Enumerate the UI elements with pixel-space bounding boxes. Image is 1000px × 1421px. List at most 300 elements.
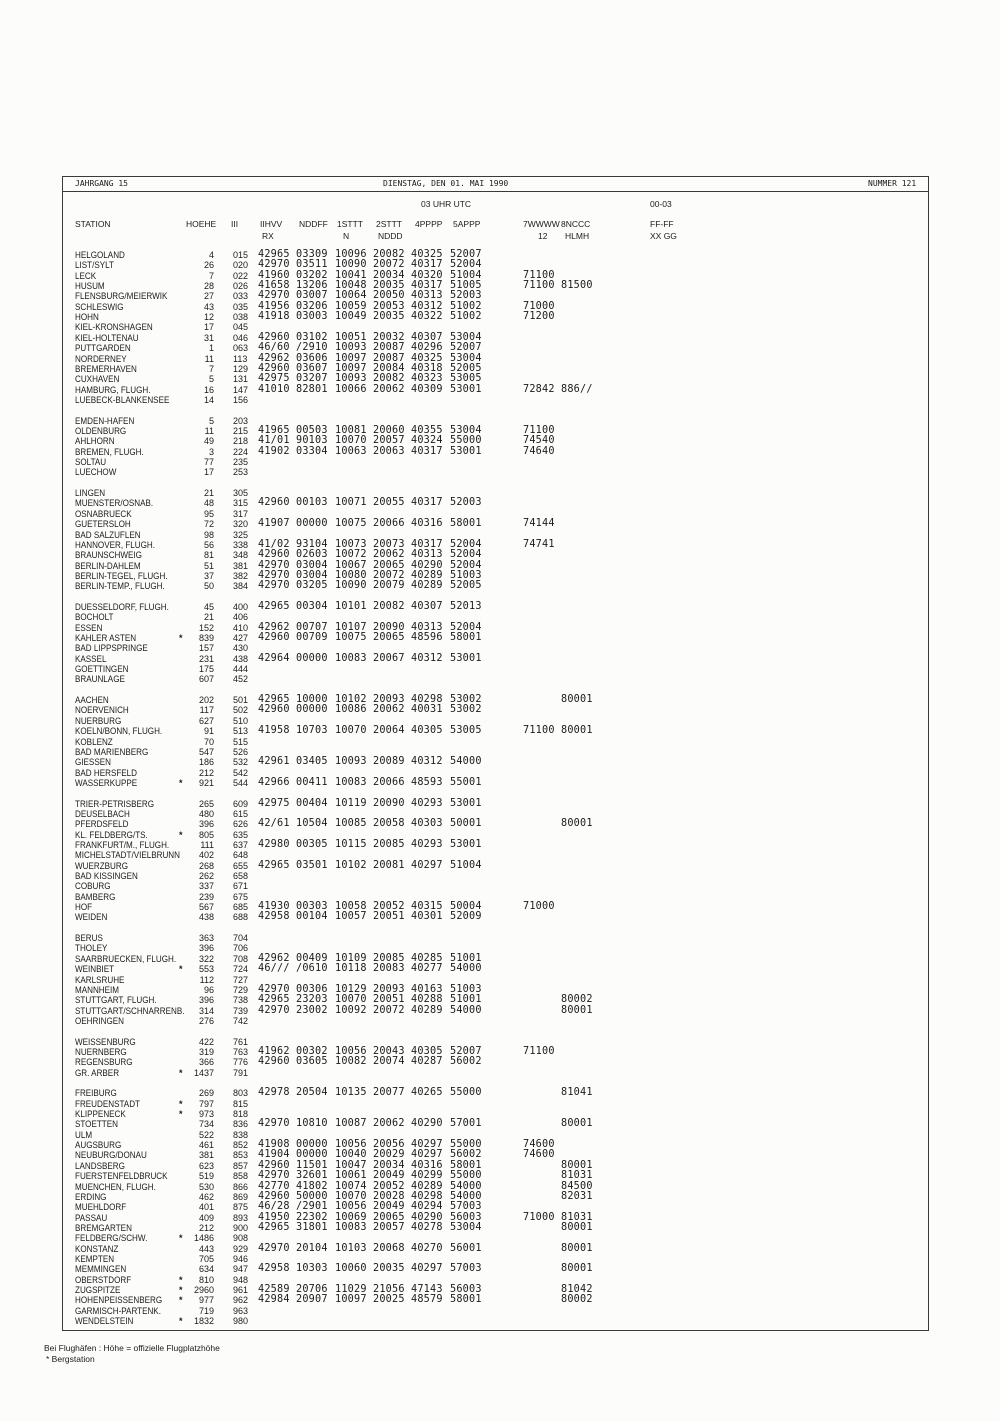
- station-row: [0, 426, 1000, 436]
- synop-group: 42975: [258, 797, 290, 809]
- station-row: [0, 850, 1000, 860]
- synop-group: 10000: [296, 694, 328, 705]
- synop-group: 20068: [373, 1242, 405, 1254]
- synop-group: 53004: [450, 424, 482, 436]
- station-height: 607: [198, 674, 214, 685]
- synop-group: 20050: [373, 290, 405, 302]
- station-id: 948: [233, 1274, 249, 1285]
- synop-group: 03102: [296, 331, 328, 343]
- synop-group: 40289: [411, 1180, 443, 1192]
- synop-group: 00103: [296, 497, 328, 509]
- station-id: 235: [233, 457, 249, 467]
- station-id: 063: [233, 343, 249, 354]
- synop-group: 20043: [373, 1045, 405, 1057]
- synop-group: 42958: [258, 911, 290, 923]
- station-name: PUTTGARDEN: [75, 343, 131, 354]
- synop-group: 40313: [411, 621, 443, 633]
- station-name: TRIER-PETRISBERG: [75, 798, 155, 809]
- station-name: ERDING: [75, 1191, 107, 1202]
- synop-group: 55001: [450, 776, 482, 788]
- station-id: 893: [233, 1212, 249, 1223]
- station-height: 14: [203, 394, 214, 405]
- synop-group: 41958: [258, 725, 290, 737]
- synop-group-8: 81041: [561, 1087, 593, 1099]
- synop-group: 20074: [373, 1056, 405, 1068]
- station-height: 363: [198, 933, 214, 944]
- station-name: DUESSELDORF, FLUGH.: [75, 601, 169, 612]
- station-height: 269: [198, 1088, 214, 1099]
- synop-group: 20062: [373, 1118, 405, 1130]
- station-row: [0, 571, 1000, 581]
- station-name: WENDELSTEIN: [75, 1316, 134, 1326]
- station-name: BAD KISSINGEN: [75, 871, 138, 881]
- synop-group: 53001: [450, 383, 482, 395]
- synop-group: 55000: [450, 435, 482, 447]
- synop-group: 53001: [450, 838, 482, 850]
- station-height: 1832: [193, 1316, 214, 1326]
- station-row: [0, 1171, 1000, 1181]
- synop-group: 50000: [296, 1190, 328, 1202]
- station-name: GARMISCH-PARTENK.: [75, 1305, 161, 1316]
- synop-group: 40323: [411, 373, 443, 385]
- station-id: 224: [233, 446, 249, 457]
- station-id: 685: [233, 902, 249, 912]
- synop-group: 20066: [373, 518, 405, 530]
- station-name: OSNABRUECK: [75, 508, 132, 519]
- synop-group-7: 74540: [523, 435, 555, 447]
- synop-group-7: 74640: [523, 445, 555, 457]
- station-name: NOERVENICH: [75, 705, 129, 716]
- station-height: 17: [203, 467, 214, 478]
- station-row: [0, 416, 1000, 426]
- station-id: 035: [233, 301, 249, 312]
- synop-group: 41930: [258, 901, 290, 912]
- station-name: BAD LIPPSPRINGE: [75, 643, 148, 654]
- station-name: DEUSELBACH: [75, 808, 130, 819]
- synop-group-8: 80001: [561, 1159, 593, 1171]
- station-row: [0, 312, 1000, 322]
- station-row: [0, 809, 1000, 819]
- synop-group: 10060: [335, 1263, 367, 1275]
- synop-group: 42980: [258, 838, 290, 850]
- synop-group: 42960: [258, 1190, 290, 1202]
- synop-group: 41010: [258, 383, 290, 395]
- synop-group: 10075: [335, 518, 367, 530]
- synop-group-8: 80001: [561, 694, 593, 705]
- synop-group: 40265: [411, 1087, 443, 1099]
- synop-group: 57003: [450, 1201, 482, 1213]
- station-row: [0, 1182, 1000, 1192]
- synop-group: 10097: [335, 352, 367, 364]
- station-id: 147: [233, 384, 249, 395]
- station-row: [0, 726, 1000, 736]
- station-row: [0, 1119, 1000, 1129]
- synop-group: 40270: [411, 1242, 443, 1254]
- station-id: 033: [233, 291, 249, 302]
- synop-group: 10103: [335, 1242, 367, 1254]
- synop-group: 10093: [335, 342, 367, 354]
- station-name: NUERNBERG: [75, 1046, 127, 1057]
- station-height: 461: [198, 1140, 214, 1151]
- station-row: [0, 747, 1000, 757]
- station-row: [0, 281, 1000, 291]
- synop-group: 42960: [258, 704, 290, 716]
- column-ff: FF-FF: [650, 219, 674, 229]
- station-height: 5: [208, 415, 214, 426]
- synop-group: 03606: [296, 352, 328, 364]
- footnote-mountain: * Bergstation: [46, 1354, 95, 1364]
- bergstation-marker: *: [179, 1285, 183, 1295]
- synop-group: 54000: [450, 756, 482, 768]
- synop-group: 51004: [450, 269, 482, 281]
- synop-group: 20060: [373, 424, 405, 436]
- synop-group: 10059: [335, 300, 367, 312]
- synop-group: 40316: [411, 518, 443, 530]
- station-height: 37: [203, 570, 214, 581]
- synop-group: 42960: [258, 632, 290, 643]
- synop-group: 20706: [296, 1284, 328, 1295]
- station-height: 480: [198, 808, 214, 819]
- synop-group: 23002: [296, 1004, 328, 1016]
- synop-group: 20079: [373, 580, 405, 592]
- synop-group: 11029: [335, 1284, 367, 1295]
- synop-group: 40313: [411, 549, 443, 561]
- station-height: 21: [203, 612, 214, 623]
- station-height: 77: [203, 457, 214, 467]
- station-id: 946: [233, 1253, 249, 1264]
- synop-group: 41965: [258, 424, 290, 436]
- station-row: [0, 322, 1000, 332]
- station-id: 348: [233, 550, 249, 561]
- synop-group: 00707: [296, 621, 328, 633]
- synop-group: 57001: [450, 1118, 482, 1130]
- synop-group: 52007: [450, 249, 482, 260]
- synop-group: 20073: [373, 538, 405, 550]
- station-name: HOHENPEISSENBERG: [75, 1295, 163, 1306]
- synop-group-8: 81500: [561, 280, 593, 292]
- synop-group: 53001: [450, 445, 482, 457]
- station-name: KL. FELDBERG/TS.: [75, 829, 148, 840]
- synop-group: 40305: [411, 1045, 443, 1057]
- station-name: MUENCHEN, FLUGH.: [75, 1181, 156, 1192]
- station-id: 410: [233, 622, 249, 633]
- synop-group: 51003: [450, 983, 482, 995]
- station-name: AUGSBURG: [75, 1140, 122, 1151]
- station-height: 2960: [193, 1285, 214, 1295]
- station-height: 95: [203, 508, 214, 519]
- synop-group: 10115: [335, 838, 367, 850]
- station-height: 11: [204, 353, 214, 364]
- station-name: BRAUNLAGE: [75, 674, 125, 685]
- synop-group: 10070: [335, 435, 367, 447]
- station-height: 98: [203, 529, 214, 540]
- station-id: 869: [233, 1191, 249, 1202]
- synop-group: 50004: [450, 901, 482, 912]
- station-name: LIST/SYLT: [75, 260, 114, 271]
- station-id: 452: [233, 674, 249, 685]
- station-row: [0, 757, 1000, 767]
- station-id: 045: [233, 322, 249, 333]
- station-id: 858: [233, 1171, 249, 1182]
- synop-group: 40289: [411, 569, 443, 581]
- synop-group: 40299: [411, 1170, 443, 1182]
- synop-group: 10063: [335, 445, 367, 457]
- synop-group: 41950: [258, 1211, 290, 1223]
- synop-group: 40031: [411, 704, 443, 716]
- synop-group: 20035: [373, 311, 405, 323]
- synop-group: 10048: [335, 280, 367, 292]
- station-id: 609: [233, 798, 249, 809]
- station-name: HAMBURG, FLUGH.: [75, 384, 151, 395]
- station-id: 671: [233, 881, 249, 892]
- station-row: [0, 633, 1000, 643]
- synop-group: 10097: [335, 1294, 367, 1306]
- station-height: 81: [203, 550, 214, 561]
- station-height: 117: [199, 705, 214, 716]
- synop-group: 42970: [258, 559, 290, 571]
- synop-group: 20052: [373, 901, 405, 912]
- issue-date: DIENSTAG, DEN 01. MAI 1990: [383, 179, 509, 188]
- synop-group: 40301: [411, 911, 443, 923]
- synop-group: 03501: [296, 859, 328, 871]
- station-name: OLDENBURG: [75, 425, 127, 436]
- synop-group: 10107: [335, 621, 367, 633]
- synop-group: 41/02: [258, 538, 290, 550]
- synop-group: 41918: [258, 311, 290, 323]
- station-height: 396: [198, 995, 214, 1006]
- station-id: 763: [233, 1046, 249, 1057]
- synop-group-7: 74741: [523, 538, 555, 550]
- station-row: [0, 1130, 1000, 1140]
- synop-group: 51001: [450, 952, 482, 964]
- station-id: 317: [233, 508, 249, 519]
- station-height: 634: [198, 1264, 214, 1275]
- station-row: [0, 250, 1000, 260]
- station-row: [0, 447, 1000, 457]
- station-name: BREMGARTEN: [75, 1222, 132, 1233]
- station-id: 852: [233, 1140, 249, 1151]
- station-id: 020: [233, 260, 249, 271]
- synop-group: 10073: [335, 538, 367, 550]
- synop-group: 40315: [411, 901, 443, 912]
- station-id: 635: [233, 829, 249, 840]
- synop-group: 55000: [450, 1087, 482, 1099]
- synop-group: 20049: [373, 1201, 405, 1213]
- station-height: 719: [198, 1305, 214, 1316]
- synop-group: 10703: [296, 725, 328, 737]
- station-id: 980: [233, 1316, 249, 1326]
- synop-group: 40289: [411, 580, 443, 592]
- station-name: STUTTGART/SCHNARRENB.: [75, 1005, 185, 1016]
- synop-group: 53004: [450, 352, 482, 364]
- synop-group: 10069: [335, 1211, 367, 1223]
- station-name: KIEL-KRONSHAGEN: [75, 322, 153, 333]
- station-height: 396: [198, 819, 214, 830]
- synop-group: 10040: [335, 1149, 367, 1161]
- synop-group: 46/60: [258, 342, 290, 354]
- synop-group: 10090: [335, 580, 367, 592]
- synop-group: 02603: [296, 549, 328, 561]
- station-row: [0, 643, 1000, 653]
- station-height: 157: [198, 643, 214, 654]
- synop-group: 10051: [335, 331, 367, 343]
- synop-group: 40317: [411, 280, 443, 292]
- station-height: 839: [198, 633, 214, 643]
- synop-group: 20104: [296, 1242, 328, 1254]
- station-row: [0, 530, 1000, 540]
- station-name: BERLIN-TEMP., FLUGH.: [75, 581, 165, 592]
- bergstation-marker: *: [179, 1067, 183, 1078]
- synop-group: 42966: [258, 776, 290, 788]
- synop-group: 40290: [411, 1118, 443, 1130]
- synop-group-8: 81031: [561, 1211, 593, 1223]
- station-height: 45: [203, 601, 214, 612]
- synop-group: 41658: [258, 280, 290, 292]
- station-name: BREMEN, FLUGH.: [75, 446, 144, 457]
- station-row: [0, 374, 1000, 384]
- station-height: 262: [198, 871, 214, 881]
- synop-group: 42965: [258, 859, 290, 871]
- station-row: [0, 778, 1000, 788]
- station-row: [0, 302, 1000, 312]
- synop-group: 40294: [411, 1201, 443, 1213]
- synop-group: 54000: [450, 1180, 482, 1192]
- synop-group: 10067: [335, 559, 367, 571]
- synop-group: 40163: [411, 983, 443, 995]
- synop-group: 20082: [373, 249, 405, 260]
- station-row: [0, 623, 1000, 633]
- synop-group: 10102: [335, 694, 367, 705]
- synop-group: 11501: [296, 1159, 328, 1171]
- synop-group: 20056: [373, 1139, 405, 1151]
- station-name: THOLEY: [75, 943, 108, 954]
- synop-group: 42960: [258, 1159, 290, 1171]
- synop-group-8: 80001: [561, 818, 593, 830]
- station-name: HUSUM: [75, 281, 105, 292]
- station-row: [0, 964, 1000, 974]
- synop-group-8: 80001: [561, 1242, 593, 1254]
- synop-group: 52009: [450, 911, 482, 923]
- station-id: 857: [233, 1160, 249, 1171]
- station-height: 1486: [193, 1233, 214, 1244]
- station-height: 973: [198, 1109, 214, 1119]
- station-id: 113: [233, 353, 248, 364]
- synop-group: 42962: [258, 352, 290, 364]
- bergstation-marker: *: [179, 1233, 183, 1244]
- station-name: SOLTAU: [75, 457, 107, 467]
- synop-group: 20055: [373, 497, 405, 509]
- station-id: 738: [233, 995, 249, 1006]
- synop-group: 20062: [373, 549, 405, 561]
- synop-group: 42970: [258, 1170, 290, 1182]
- synop-group: 32601: [296, 1170, 328, 1182]
- station-row: [0, 705, 1000, 715]
- synop-group: 10101: [335, 600, 367, 612]
- station-row: [0, 1140, 1000, 1150]
- synop-group-7: 71100: [523, 424, 555, 436]
- synop-group: 00304: [296, 600, 328, 612]
- synop-group: 40297: [411, 1263, 443, 1275]
- synop-group: 40317: [411, 259, 443, 271]
- synop-group: 20084: [373, 362, 405, 374]
- station-id: 430: [233, 643, 249, 654]
- station-height: 366: [198, 1057, 214, 1068]
- station-height: 401: [198, 1202, 214, 1213]
- synop-group: 58001: [450, 1159, 482, 1171]
- bergstation-marker: *: [179, 1316, 183, 1326]
- station-row: [0, 602, 1000, 612]
- station-height: 337: [198, 881, 214, 892]
- synop-group: 56001: [450, 1242, 482, 1254]
- synop-group: 20034: [373, 1159, 405, 1171]
- station-row: [0, 861, 1000, 871]
- station-name: KARLSRUHE: [75, 974, 125, 985]
- station-name: FLENSBURG/MEIERWIK: [75, 291, 168, 302]
- synop-group-7: 71000: [523, 1211, 555, 1223]
- synop-group: 56002: [450, 1056, 482, 1068]
- synop-group: 40312: [411, 300, 443, 312]
- synop-group: 10056: [335, 1139, 367, 1151]
- station-id: 203: [233, 415, 249, 426]
- station-name: GOETTINGEN: [75, 664, 129, 674]
- station-height: 31: [203, 332, 214, 343]
- synop-group: 42/61: [258, 818, 290, 830]
- station-height: 72: [203, 519, 214, 530]
- station-height: 43: [203, 301, 214, 312]
- bergstation-marker: *: [179, 1098, 183, 1109]
- station-row: [0, 1016, 1000, 1026]
- station-name: BAD SALZUFLEN: [75, 529, 141, 540]
- synop-group: 42960: [258, 549, 290, 561]
- station-height: 56: [203, 539, 214, 550]
- station-height: 276: [198, 1015, 214, 1026]
- synop-group-8: 80002: [561, 1294, 593, 1306]
- synop-group: 10056: [335, 1045, 367, 1057]
- station-id: 526: [233, 746, 249, 757]
- synop-group: 58001: [450, 1294, 482, 1306]
- station-height: 50: [203, 581, 214, 592]
- station-row: [0, 985, 1000, 995]
- station-name: BAD MARIENBERG: [75, 746, 149, 757]
- synop-group: 53002: [450, 694, 482, 705]
- synop-group: 20063: [373, 445, 405, 457]
- synop-group: 52004: [450, 538, 482, 550]
- station-name: FELDBERG/SCHW.: [75, 1233, 148, 1244]
- synop-group: 20087: [373, 352, 405, 364]
- station-height: 553: [198, 964, 214, 975]
- synop-group: 53001: [450, 797, 482, 809]
- synop-group: 40289: [411, 1004, 443, 1016]
- synop-group: 20089: [373, 756, 405, 768]
- column-hoehe: HOEHE: [186, 219, 217, 229]
- synop-group-7: 71000: [523, 300, 555, 312]
- synop-group: 31801: [296, 1221, 328, 1233]
- synop-group: 40313: [411, 290, 443, 302]
- station-name: KEMPTEN: [75, 1253, 115, 1264]
- station-row: [0, 612, 1000, 622]
- synop-group: 10109: [335, 952, 367, 964]
- column-g2: NDDFF: [299, 219, 328, 229]
- synop-group: 54000: [450, 963, 482, 975]
- station-id: 315: [233, 498, 249, 509]
- column-g3: 1STTT: [337, 219, 363, 229]
- synop-group: 40320: [411, 269, 443, 281]
- station-row: [0, 892, 1000, 902]
- station-height: 152: [198, 622, 214, 633]
- synop-group: 51003: [450, 569, 482, 581]
- station-height: 27: [203, 291, 214, 302]
- synop-group: 42964: [258, 652, 290, 664]
